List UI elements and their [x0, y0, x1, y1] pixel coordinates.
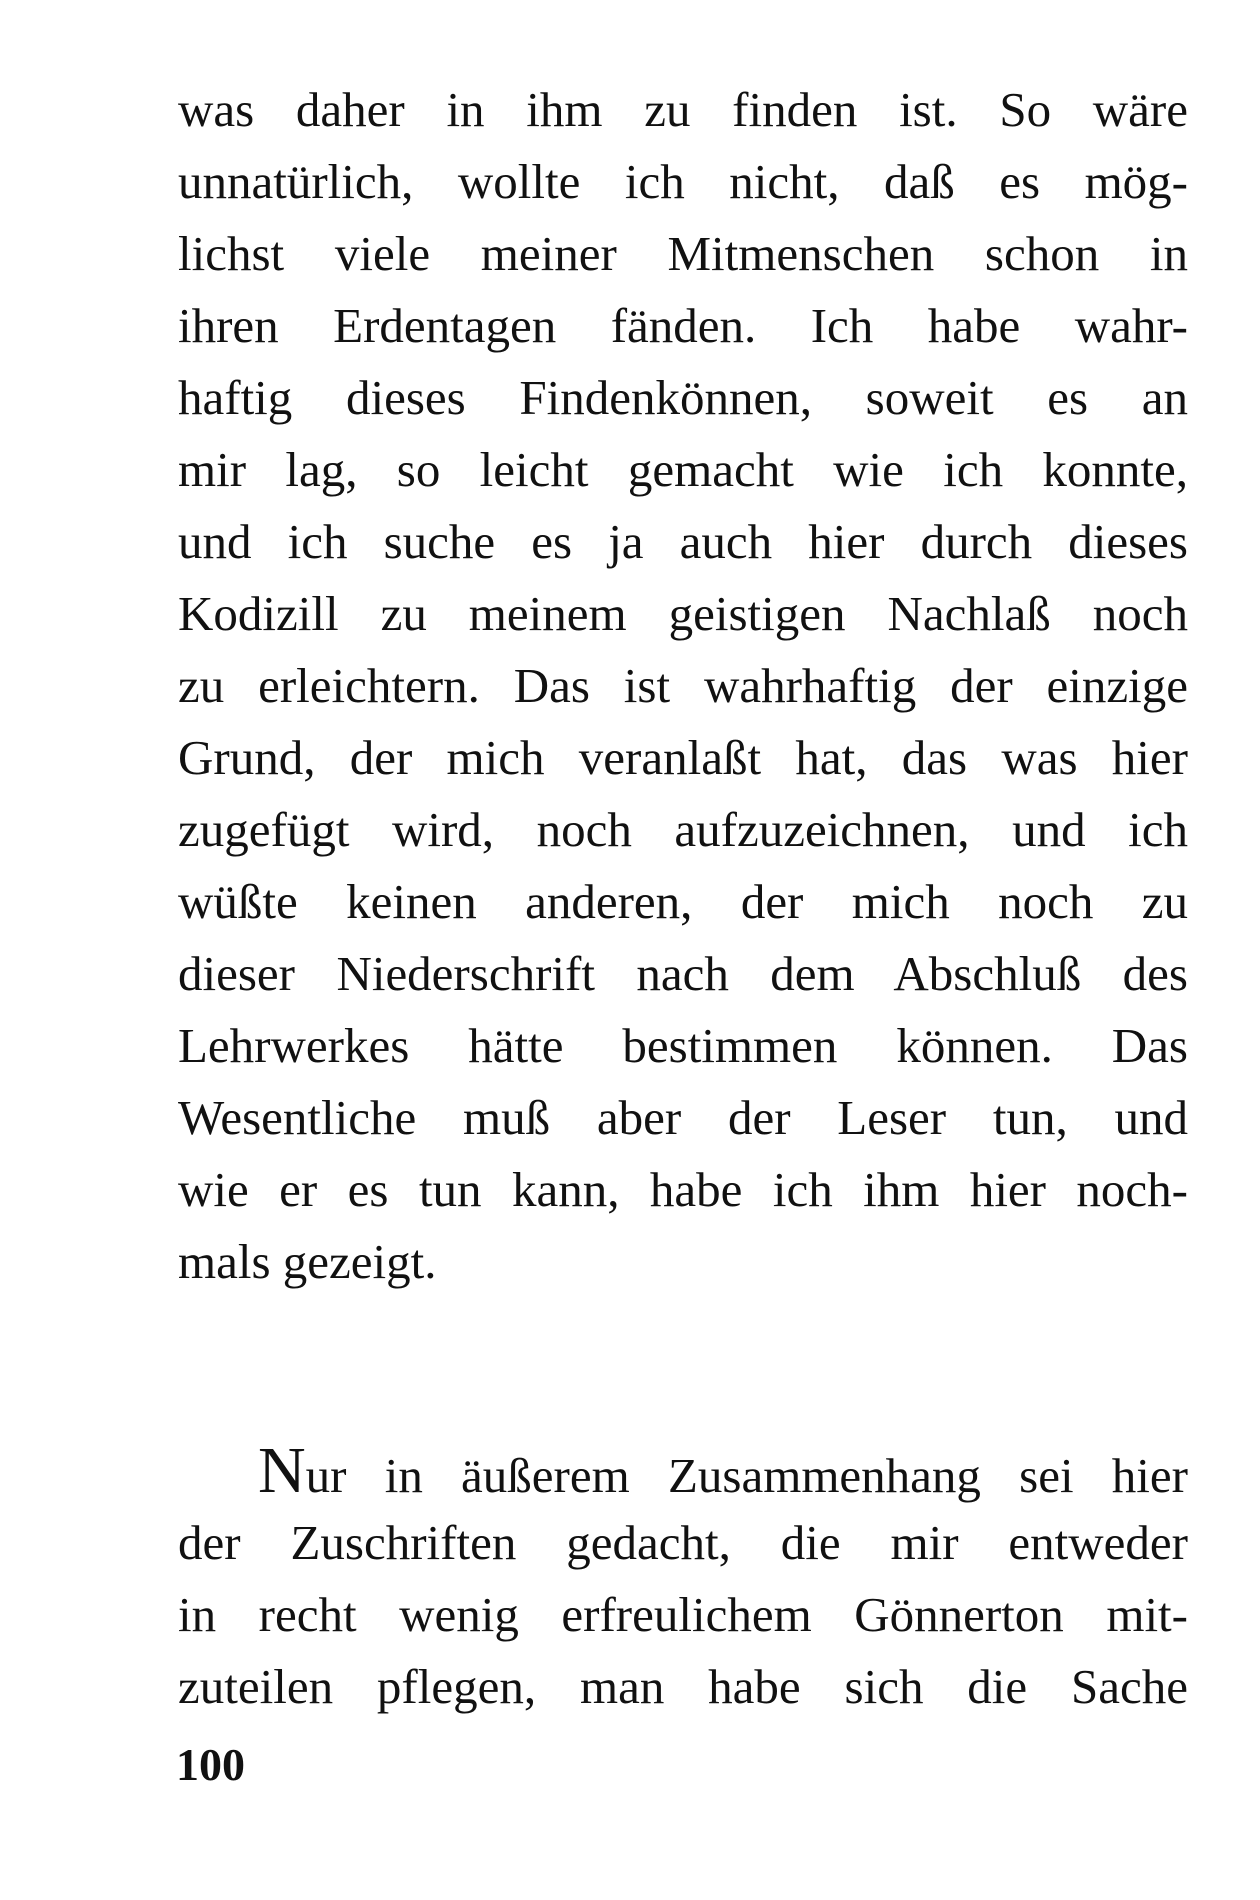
text-line: und ich suche es ja auch hier durch dieses — [178, 514, 1188, 569]
text-line: wüßte keinen anderen, der mich noch zu — [178, 874, 1188, 929]
text-line: Lehrwerkes hätte bestimmen können. Das — [178, 1018, 1188, 1073]
text-line: Grund, der mich veranlaßt hat, das was hier — [178, 730, 1188, 785]
text-line: was daher in ihm zu finden ist. So wäre — [178, 82, 1188, 137]
paragraph-opening-line — [178, 1435, 1188, 1507]
text-line: mir lag, so leicht gemacht wie ich konnte, — [178, 442, 1188, 497]
paragraph-1 — [178, 74, 1188, 1298]
text-line: in recht wenig erfreulichem Gönnerton mit- — [178, 1587, 1188, 1642]
text-line: lichst viele meiner Mitmenschen schon in — [178, 226, 1188, 281]
paragraph-2 — [178, 1435, 1188, 1723]
text-line: Kodizill zu meinem geistigen Nachlaß noch — [178, 586, 1188, 641]
text-line: zuteilen pflegen, man habe sich die Sache — [178, 1659, 1188, 1714]
text-line: dieser Niederschrift nach dem Abschluß des — [178, 946, 1188, 1001]
text-line: der Zuschriften gedacht, die mir entweder — [178, 1515, 1188, 1570]
text-line: wie er es tun kann, habe ich ihm hier noch- — [178, 1162, 1188, 1217]
text-line: haftig dieses Findenkönnen, soweit es an — [178, 370, 1188, 425]
text-line-last: mals gezeigt. — [178, 1234, 437, 1289]
text-line: unnatürlich, wollte ich nicht, daß es mög- — [178, 154, 1188, 209]
text-line: ihren Erdentagen fänden. Ich habe wahr- — [178, 298, 1188, 353]
text-line: Wesentliche muß aber der Leser tun, und — [178, 1090, 1188, 1145]
initial-letter: N — [258, 1434, 306, 1507]
page-number: 100 — [176, 1739, 245, 1790]
text-line: zu erleichtern. Das ist wahrhaftig der einzige — [178, 658, 1188, 713]
opening-line-text: ur in äußerem Zusammenhang sei hier — [305, 1448, 1188, 1503]
text-line: zugefügt wird, noch aufzuzeichnen, und ich — [178, 802, 1188, 857]
